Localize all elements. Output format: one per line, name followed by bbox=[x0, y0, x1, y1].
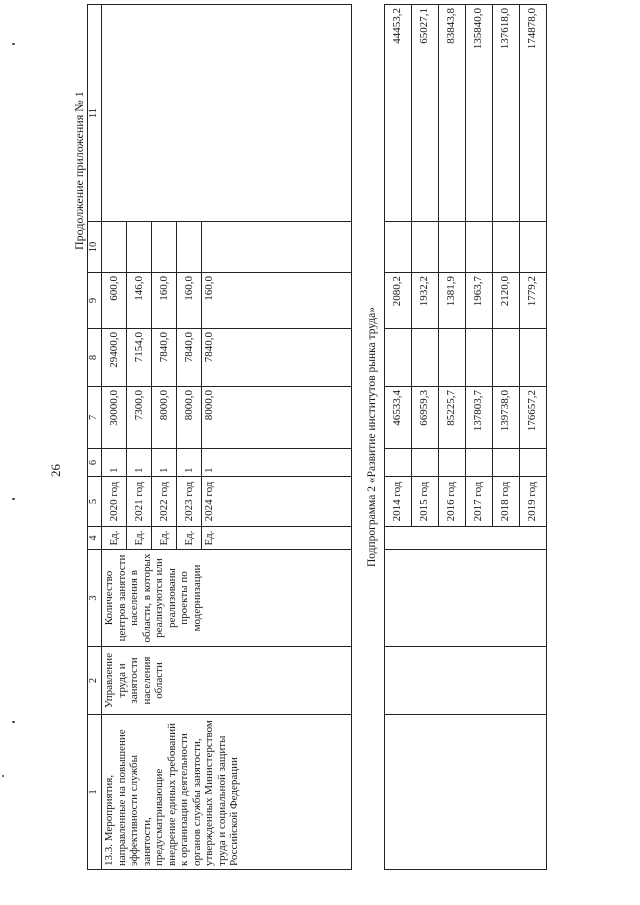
scan-speck bbox=[2, 775, 4, 777]
col-header: 10 bbox=[88, 222, 102, 273]
federal-cell: 7840,0 bbox=[202, 329, 352, 387]
unit-cell: Ед. bbox=[127, 527, 152, 550]
regional-cell: 1779,2 bbox=[519, 273, 546, 329]
scan-speck bbox=[12, 721, 15, 723]
regional-cell: 1963,7 bbox=[465, 273, 492, 329]
regional-cell: 1932,2 bbox=[411, 273, 438, 329]
table-row bbox=[102, 5, 127, 870]
empty-cell bbox=[202, 222, 352, 273]
year-cell: 2022 год bbox=[152, 477, 177, 527]
subprogram-title: Подпрограмма 2 «Развитие институтов рынка труда» bbox=[352, 5, 385, 870]
unit-cell: Ед. bbox=[202, 527, 352, 550]
year-cell: 2014 год bbox=[384, 477, 411, 527]
unit-cell: Ед. bbox=[102, 527, 127, 550]
empty-cell bbox=[438, 449, 465, 477]
regional-cell: 160,0 bbox=[152, 273, 177, 329]
empty-cell bbox=[384, 550, 546, 647]
year-cell: 2017 год bbox=[465, 477, 492, 527]
total-cell: 46533,4 bbox=[384, 387, 411, 449]
col-header: 11 bbox=[88, 5, 102, 222]
empty-cell bbox=[411, 222, 438, 273]
empty-cell bbox=[519, 449, 546, 477]
other-cell: 137618,0 bbox=[492, 5, 519, 222]
regional-cell: 600,0 bbox=[102, 273, 127, 329]
total-cell: 8000,0 bbox=[177, 387, 202, 449]
federal-cell: 7154,0 bbox=[127, 329, 152, 387]
other-cell: 174878,0 bbox=[519, 5, 546, 222]
continuation-label: Продолжение приложения № 1 bbox=[72, 91, 86, 250]
value-cell: 1 bbox=[152, 449, 177, 477]
year-cell: 2023 год bbox=[177, 477, 202, 527]
total-cell: 66959,3 bbox=[411, 387, 438, 449]
regional-cell: 146,0 bbox=[127, 273, 152, 329]
year-cell: 2019 год bbox=[519, 477, 546, 527]
col-header: 4 bbox=[88, 527, 102, 550]
total-cell: 176657,2 bbox=[519, 387, 546, 449]
empty-cell bbox=[384, 449, 411, 477]
program-table bbox=[87, 4, 547, 870]
total-cell: 137803,7 bbox=[465, 387, 492, 449]
regional-cell: 1381,9 bbox=[438, 273, 465, 329]
empty-cell bbox=[519, 329, 546, 387]
empty-cell bbox=[127, 222, 152, 273]
empty-cell bbox=[492, 329, 519, 387]
empty-cell bbox=[438, 222, 465, 273]
value-cell: 1 bbox=[102, 449, 127, 477]
executor-cell: Управление труда и занятости населения области bbox=[102, 647, 352, 715]
empty-cell bbox=[465, 449, 492, 477]
year-cell: 2021 год bbox=[127, 477, 152, 527]
empty-cell bbox=[384, 329, 411, 387]
col-header: 8 bbox=[88, 329, 102, 387]
total-cell: 85225,7 bbox=[438, 387, 465, 449]
total-cell: 7300,0 bbox=[127, 387, 152, 449]
col-header: 7 bbox=[88, 387, 102, 449]
empty-cell bbox=[384, 715, 546, 870]
regional-cell: 2080,2 bbox=[384, 273, 411, 329]
empty-cell bbox=[465, 222, 492, 273]
header-row bbox=[88, 5, 102, 870]
col-header: 1 bbox=[88, 715, 102, 870]
event-cell: 13.3. Мероприятия, направленные на повышение эффективности службы занятости, предусматривающие внедрение единых требований к организации деятельности органов службы занятости, утвержденных Министерством труда и социальной защиты Российской Федерации bbox=[102, 715, 352, 870]
regional-cell: 2120,0 bbox=[492, 273, 519, 329]
empty-cell bbox=[384, 647, 546, 715]
federal-cell: 29400,0 bbox=[102, 329, 127, 387]
total-cell: 8000,0 bbox=[152, 387, 177, 449]
empty-cell bbox=[411, 449, 438, 477]
empty-cell bbox=[438, 329, 465, 387]
year-cell: 2024 год bbox=[202, 477, 352, 527]
federal-cell: 7840,0 bbox=[177, 329, 202, 387]
other-cell: 135840,0 bbox=[465, 5, 492, 222]
value-cell: 1 bbox=[127, 449, 152, 477]
regional-cell: 160,0 bbox=[202, 273, 352, 329]
subprogram-heading-row bbox=[352, 5, 385, 870]
unit-cell: Ед. bbox=[177, 527, 202, 550]
year-cell: 2018 год bbox=[492, 477, 519, 527]
federal-cell: 7840,0 bbox=[152, 329, 177, 387]
empty-cell bbox=[152, 222, 177, 273]
year-cell: 2015 год bbox=[411, 477, 438, 527]
col-header: 6 bbox=[88, 449, 102, 477]
empty-cell bbox=[384, 222, 411, 273]
col-header: 2 bbox=[88, 647, 102, 715]
empty-cell bbox=[465, 329, 492, 387]
col-header: 9 bbox=[88, 273, 102, 329]
year-cell: 2016 год bbox=[438, 477, 465, 527]
empty-cell bbox=[384, 527, 546, 550]
empty-cell bbox=[411, 329, 438, 387]
indicator-cell: Количество центров занятости населения в области, в которых реализуются или реализованы проекты по модернизации bbox=[102, 550, 352, 647]
page-number: 26 bbox=[48, 464, 63, 477]
value-cell: 1 bbox=[202, 449, 352, 477]
empty-cell bbox=[492, 222, 519, 273]
col-header: 5 bbox=[88, 477, 102, 527]
empty-cell bbox=[102, 5, 352, 222]
col-header: 3 bbox=[88, 550, 102, 647]
year-cell: 2020 год bbox=[102, 477, 127, 527]
table-row bbox=[384, 5, 411, 870]
scan-speck bbox=[12, 43, 15, 45]
empty-cell bbox=[519, 222, 546, 273]
regional-cell: 160,0 bbox=[177, 273, 202, 329]
value-cell: 1 bbox=[177, 449, 202, 477]
total-cell: 139738,0 bbox=[492, 387, 519, 449]
other-cell: 83843,8 bbox=[438, 5, 465, 222]
empty-cell bbox=[492, 449, 519, 477]
empty-cell bbox=[102, 222, 127, 273]
other-cell: 65027,1 bbox=[411, 5, 438, 222]
empty-cell bbox=[177, 222, 202, 273]
unit-cell: Ед. bbox=[152, 527, 177, 550]
total-cell: 30000,0 bbox=[102, 387, 127, 449]
total-cell: 8000,0 bbox=[202, 387, 352, 449]
other-cell: 44453,2 bbox=[384, 5, 411, 222]
scan-speck bbox=[12, 498, 15, 500]
